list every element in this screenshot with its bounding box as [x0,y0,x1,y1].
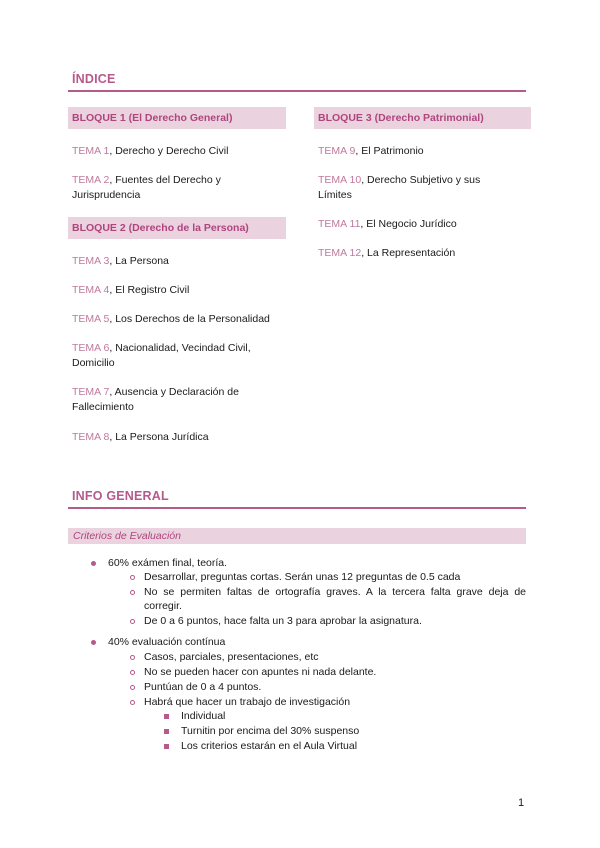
tema-6 [72,341,272,371]
tema-10 [318,173,508,203]
tema-number: TEMA 10 [318,174,362,186]
circle-bullet-icon [130,655,135,660]
tema-8 [72,430,286,445]
criterio-examen: 60% exámen final, teoría. [108,557,228,569]
info-rule [68,507,526,509]
sub-item: Casos, parciales, presentaciones, etc [144,651,319,663]
tema-text: , Los Derechos de la Personalidad [109,313,270,325]
tema-4 [72,283,286,298]
info-title: INFO GENERAL [72,489,169,503]
tema-5 [72,312,292,327]
circle-bullet-icon [130,685,135,690]
tema-number: TEMA 7 [72,386,110,398]
indice-title: ÍNDICE [72,72,116,86]
square-bullet-icon [164,729,169,734]
tema-number: TEMA 4 [72,284,110,296]
tema-text: , Fuentes del Derecho y Jurisprudencia [72,174,221,201]
circle-bullet-icon [130,670,135,675]
tema-3 [72,254,286,269]
bloque3-heading: BLOQUE 3 (Derecho Patrimonial) [314,107,531,129]
bloque1-heading: BLOQUE 1 (El Derecho General) [68,107,286,129]
square-bullet-icon [164,714,169,719]
tema-number: TEMA 3 [72,255,110,267]
tema-11 [318,217,528,232]
sub-item: No se pueden hacer con apuntes ni nada delante. [144,666,377,678]
bullet-icon [91,640,96,645]
sub-item: De 0 a 6 puntos, hace falta un 3 para aprobar la asignatura. [144,615,422,627]
sub-item: Puntúan de 0 a 4 puntos. [144,681,262,693]
tema-text: , La Persona Jurídica [109,431,209,443]
criterio-continua: 40% evaluación contínua [108,636,226,648]
subsub-item: Turnitin por encima del 30% suspenso [181,725,360,737]
circle-bullet-icon [130,700,135,705]
tema-2 [72,173,272,203]
tema-text: , El Registro Civil [109,284,190,296]
sub-item: Habrá que hacer un trabajo de investigación [144,696,351,708]
circle-bullet-icon [130,619,135,624]
sub-item: Desarrollar, preguntas cortas. Serán unas 12 preguntas de 0.5 cada [144,571,461,583]
bloque2-heading: BLOQUE 2 (Derecho de la Persona) [68,217,286,239]
tema-text: , Nacionalidad, Vecindad Civil, Domicilio [72,342,251,369]
tema-text: , El Patrimonio [355,145,424,157]
tema-12 [318,246,528,261]
tema-7 [72,385,286,415]
tema-text: , Derecho Subjetivo y sus Límites [318,174,481,201]
circle-bullet-icon [130,590,135,595]
subsub-item: Individual [181,710,226,722]
tema-number: TEMA 2 [72,174,110,186]
page-number: 1 [518,797,525,809]
tema-number: TEMA 5 [72,313,110,325]
tema-9 [318,144,528,159]
tema-1 [72,144,286,159]
tema-number: TEMA 9 [318,145,356,157]
tema-text: , Derecho y Derecho Civil [109,145,229,157]
circle-bullet-icon [130,575,135,580]
criterios-heading: Criterios de Evaluación [68,528,526,544]
bullet-icon [91,561,96,566]
tema-text: , Ausencia y Declaración de Fallecimiento [72,386,239,413]
tema-text: , El Negocio Jurídico [360,218,457,230]
square-bullet-icon [164,744,169,749]
tema-number: TEMA 11 [318,218,361,230]
indice-rule [68,90,526,92]
tema-text: , La Representación [361,247,456,259]
sub-item: No se permiten faltas de ortografía graves. A la tercera falta grave deja de corregir. [144,586,526,612]
tema-number: TEMA 12 [318,247,362,259]
tema-text: , La Persona [109,255,169,267]
tema-number: TEMA 1 [72,145,110,157]
tema-number: TEMA 8 [72,431,110,443]
subsub-item: Los criterios estarán en el Aula Virtual [181,740,358,752]
tema-number: TEMA 6 [72,342,110,354]
